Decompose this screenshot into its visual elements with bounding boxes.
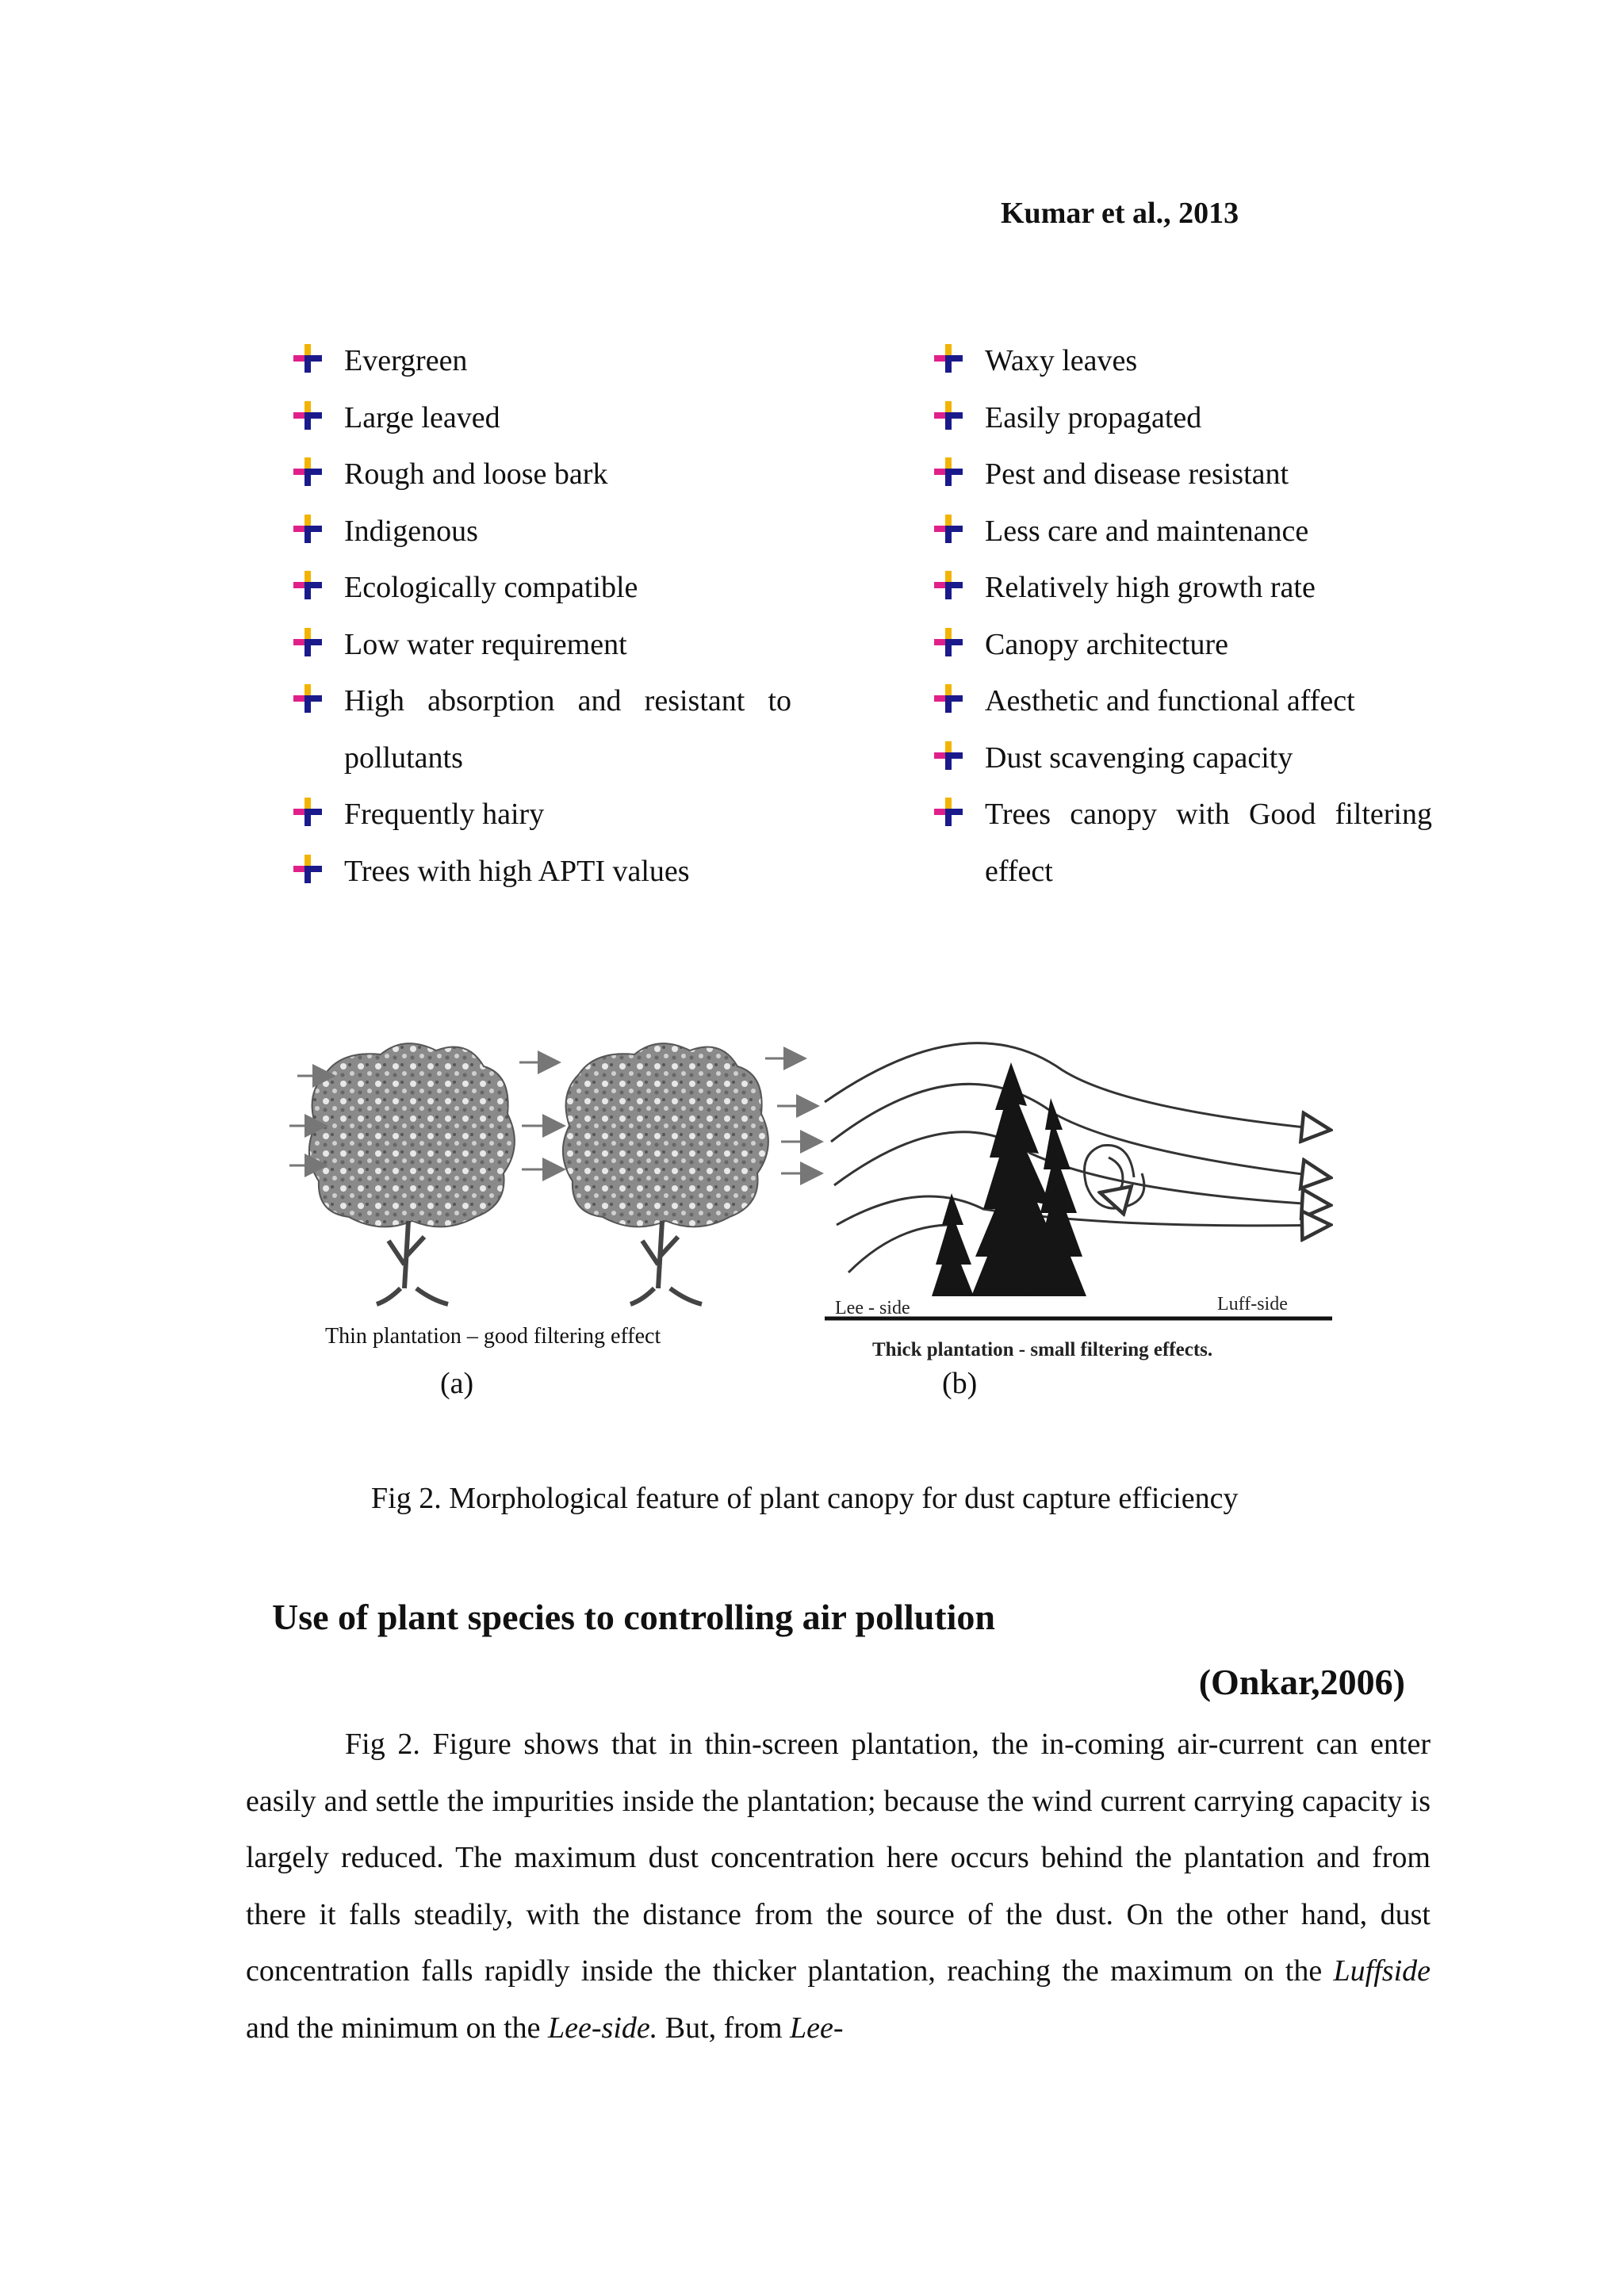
criteria-item-label: Indigenous — [344, 514, 478, 548]
criteria-item — [933, 503, 1432, 561]
criteria-item-label: Relatively high growth rate — [985, 571, 1316, 604]
panel-a-label: (a) — [440, 1367, 474, 1400]
criteria-item — [292, 786, 791, 844]
para-text-3: But, from — [665, 2011, 783, 2045]
left-criteria-column — [292, 333, 791, 900]
eddy-icon — [1085, 1146, 1144, 1209]
left-criteria-list — [292, 333, 791, 900]
criteria-item-label: Trees canopy with Good filtering effect — [985, 798, 1432, 888]
bullet-icon — [933, 342, 964, 374]
criteria-item-label: Less care and maintenance — [985, 514, 1309, 548]
bullet-icon — [933, 513, 964, 545]
criteria-item-label: Canopy architecture — [985, 627, 1229, 661]
bullet-icon — [292, 796, 324, 828]
panel-a-caption: Thin plantation – good filtering effect — [325, 1324, 661, 1349]
tree-left-icon — [309, 1043, 515, 1304]
criteria-item-label: Aesthetic and functional affect — [985, 684, 1355, 718]
criteria-item-label: Frequently hairy — [344, 798, 545, 831]
bullet-icon — [933, 456, 964, 488]
criteria-item — [292, 333, 791, 390]
panel-b-label: (b) — [942, 1367, 978, 1400]
criteria-item-label: High absorption and resistant to pollutants — [344, 684, 791, 775]
section-heading: Use of plant species to controlling air pollution — [272, 1597, 995, 1637]
para-leeside: Lee-side. — [548, 2011, 658, 2045]
criteria-item-label: Waxy leaves — [985, 344, 1138, 377]
para-luffside: Luffside — [1333, 1954, 1431, 1988]
bullet-icon — [292, 853, 324, 885]
bullet-icon — [933, 569, 964, 601]
bullet-icon — [292, 626, 324, 658]
criteria-item-label: Large leaved — [344, 400, 500, 434]
criteria-item — [292, 560, 791, 617]
tree-right-icon — [563, 1043, 768, 1304]
criteria-item — [292, 673, 791, 786]
body-paragraph — [246, 1716, 1431, 2057]
criteria-item — [933, 333, 1432, 390]
conifer-trees-icon — [932, 1062, 1086, 1296]
criteria-item-label: Dust scavenging capacity — [985, 740, 1293, 775]
criteria-item — [933, 786, 1432, 900]
bullet-icon — [933, 683, 964, 714]
criteria-item — [292, 617, 791, 674]
lee-side-label: Lee - side — [835, 1298, 910, 1318]
bullet-icon — [292, 400, 324, 431]
bullet-icon — [292, 456, 324, 488]
bullet-icon — [933, 400, 964, 431]
criteria-item-label: Easily propagated — [985, 400, 1202, 434]
bullet-icon — [933, 626, 964, 658]
bullet-icon — [292, 683, 324, 714]
figure-caption: Fig 2. Morphological feature of plant canopy for dust capture efficiency — [371, 1482, 1239, 1515]
criteria-item-label: Rough and loose bark — [344, 457, 608, 491]
para-text-2: and the minimum on the — [246, 2011, 541, 2045]
canopy-figure — [270, 1027, 1364, 1415]
criteria-item-label: Trees with high APTI values — [344, 854, 690, 888]
panel-b-illustration — [825, 1043, 1332, 1360]
criteria-item — [933, 673, 1432, 730]
para-lee-continued: Lee- — [790, 2011, 844, 2045]
criteria-item — [292, 390, 791, 447]
bullet-icon — [933, 796, 964, 828]
criteria-item-label: Evergreen — [344, 344, 468, 377]
para-text-1: Fig 2. Figure shows that in thin-screen plantation, the in-coming air-current can enter easily and settle the impurities inside the plantation; because the wind current carrying capacity is largely reduced. The maximum dust concentration here occurs behind the plantation and from there it falls steadily, with the distance from the source of the dust. On the other hand, dust concentration falls rapidly inside the thicker plantation, reaching the maximum on the — [246, 1728, 1431, 1988]
criteria-item — [933, 560, 1432, 617]
bullet-icon — [292, 569, 324, 601]
criteria-item — [292, 446, 791, 503]
criteria-item — [933, 390, 1432, 447]
airflow-lines — [825, 1043, 1328, 1272]
criteria-item — [933, 446, 1432, 503]
panel-a-illustration — [289, 1043, 819, 1304]
criteria-item-label: Ecologically compatible — [344, 571, 638, 604]
right-criteria-column — [933, 333, 1432, 900]
panel-b-caption: Thick plantation - small filtering effects. — [872, 1339, 1213, 1360]
luff-side-label: Luff-side — [1217, 1294, 1288, 1314]
criteria-item-label: Pest and disease resistant — [985, 457, 1289, 491]
bullet-icon — [933, 740, 964, 771]
section-citation: (Onkar,2006) — [1198, 1662, 1405, 1702]
citation-header: Kumar et al., 2013 — [1001, 197, 1239, 230]
criteria-item-label: Low water requirement — [344, 627, 627, 661]
criteria-item — [292, 503, 791, 561]
criteria-item — [933, 730, 1432, 787]
bullet-icon — [292, 342, 324, 374]
criteria-item — [292, 844, 791, 901]
bullet-icon — [292, 513, 324, 545]
right-criteria-list — [933, 333, 1432, 900]
criteria-item — [933, 617, 1432, 674]
